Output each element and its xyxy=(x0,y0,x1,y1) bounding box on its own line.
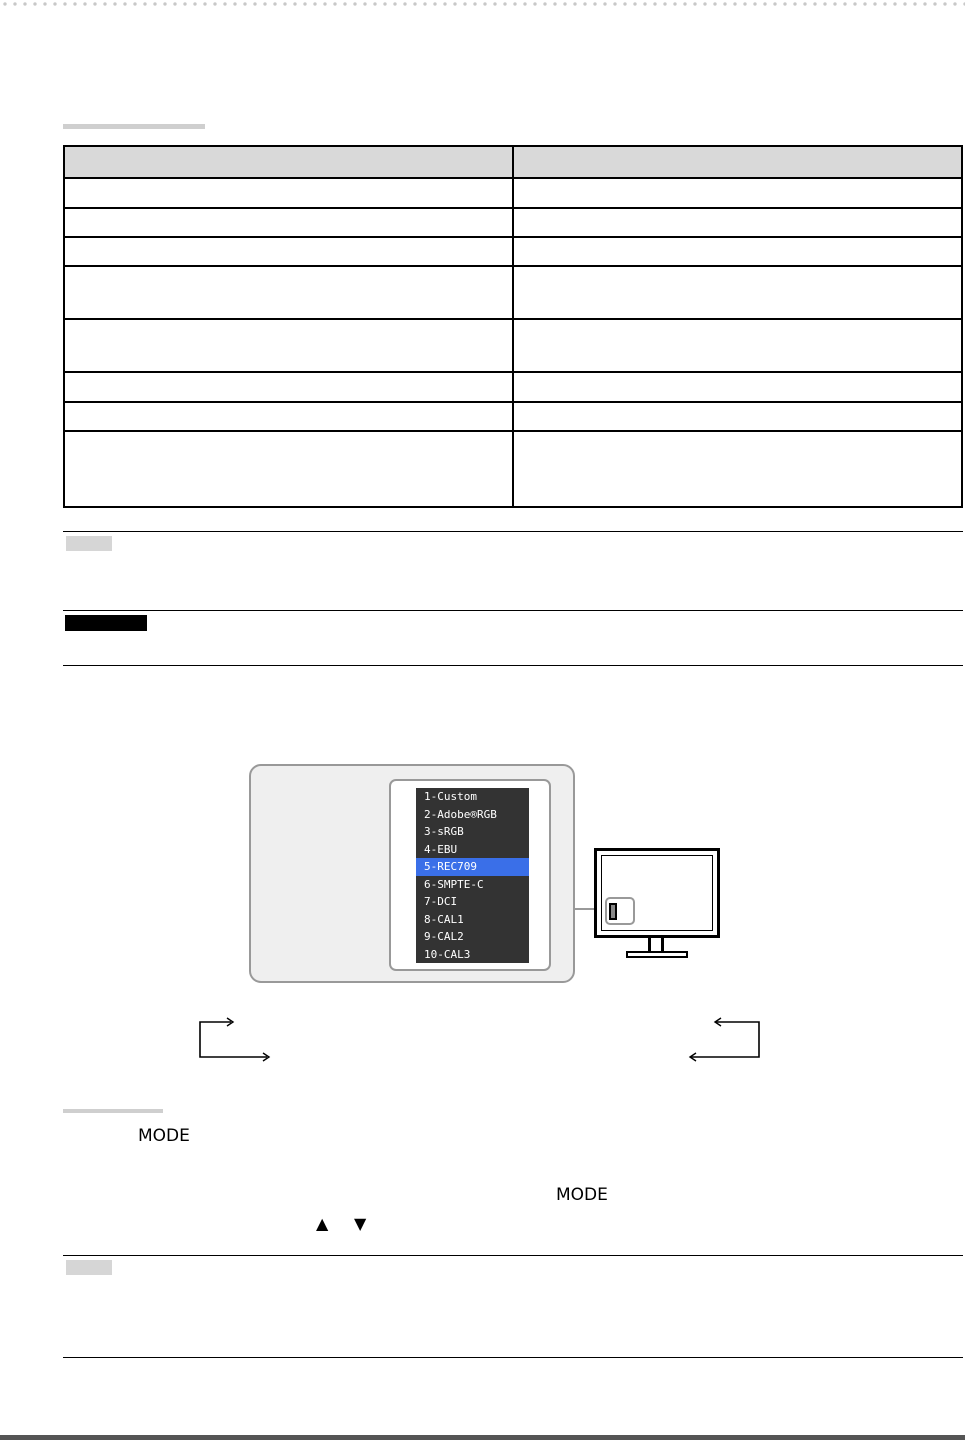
monitor-stand-base xyxy=(626,951,688,958)
table-row xyxy=(64,431,962,507)
color-mode-table xyxy=(63,145,963,508)
note-tag xyxy=(66,1260,112,1275)
mode-menu-item[interactable]: 9-CAL2 xyxy=(424,930,464,943)
table-row xyxy=(64,319,962,372)
table-row xyxy=(64,237,962,266)
table-header-row xyxy=(64,146,962,178)
section-heading-rule xyxy=(63,124,205,129)
monitor-menu-mini-icon xyxy=(609,903,617,920)
attention-bottom-rule xyxy=(63,665,963,666)
note-top-rule xyxy=(63,1255,963,1256)
mode-menu-item[interactable]: 3-sRGB xyxy=(424,825,464,838)
cycle-arrow-left-icon xyxy=(195,1015,275,1063)
table-header-purpose xyxy=(513,146,962,178)
mode-menu-item[interactable]: 7-DCI xyxy=(424,895,458,908)
mode-menu-item[interactable]: 1-Custom xyxy=(424,790,477,803)
dotted-top-border xyxy=(0,0,965,8)
up-arrow-icon: ▲ xyxy=(316,1214,329,1233)
attention-tag xyxy=(65,615,147,631)
page-footer-bar xyxy=(0,1435,965,1440)
down-arrow-icon: ▼ xyxy=(354,1214,367,1233)
procedure-heading-rule xyxy=(63,1109,163,1113)
table-row xyxy=(64,402,962,431)
table-row xyxy=(64,372,962,402)
note-tag xyxy=(66,536,112,551)
table-row xyxy=(64,266,962,319)
mode-key-label: MODE xyxy=(138,1126,190,1146)
note-bottom-rule xyxy=(63,1357,963,1358)
mode-menu-item[interactable]: 2-Adobe®RGB xyxy=(424,807,497,821)
mode-key-label: MODE xyxy=(556,1185,608,1205)
monitor-neck xyxy=(648,938,664,952)
mode-menu-item[interactable]: 10-CAL3 xyxy=(424,947,471,961)
mode-menu-panel xyxy=(416,788,529,963)
note-top-rule xyxy=(63,531,963,532)
mode-menu-item[interactable]: 5-REC709 xyxy=(416,858,529,876)
table-header-mode xyxy=(64,146,513,178)
cycle-arrow-right-icon xyxy=(688,1015,768,1063)
mode-menu-item[interactable]: 6-SMPTE-C xyxy=(424,877,484,891)
mode-menu-item[interactable]: 4-EBU xyxy=(424,842,458,856)
mode-menu-item[interactable]: 8-CAL1 xyxy=(424,912,464,926)
table-row xyxy=(64,178,962,208)
attention-top-rule xyxy=(63,610,963,611)
table-row xyxy=(64,208,962,237)
